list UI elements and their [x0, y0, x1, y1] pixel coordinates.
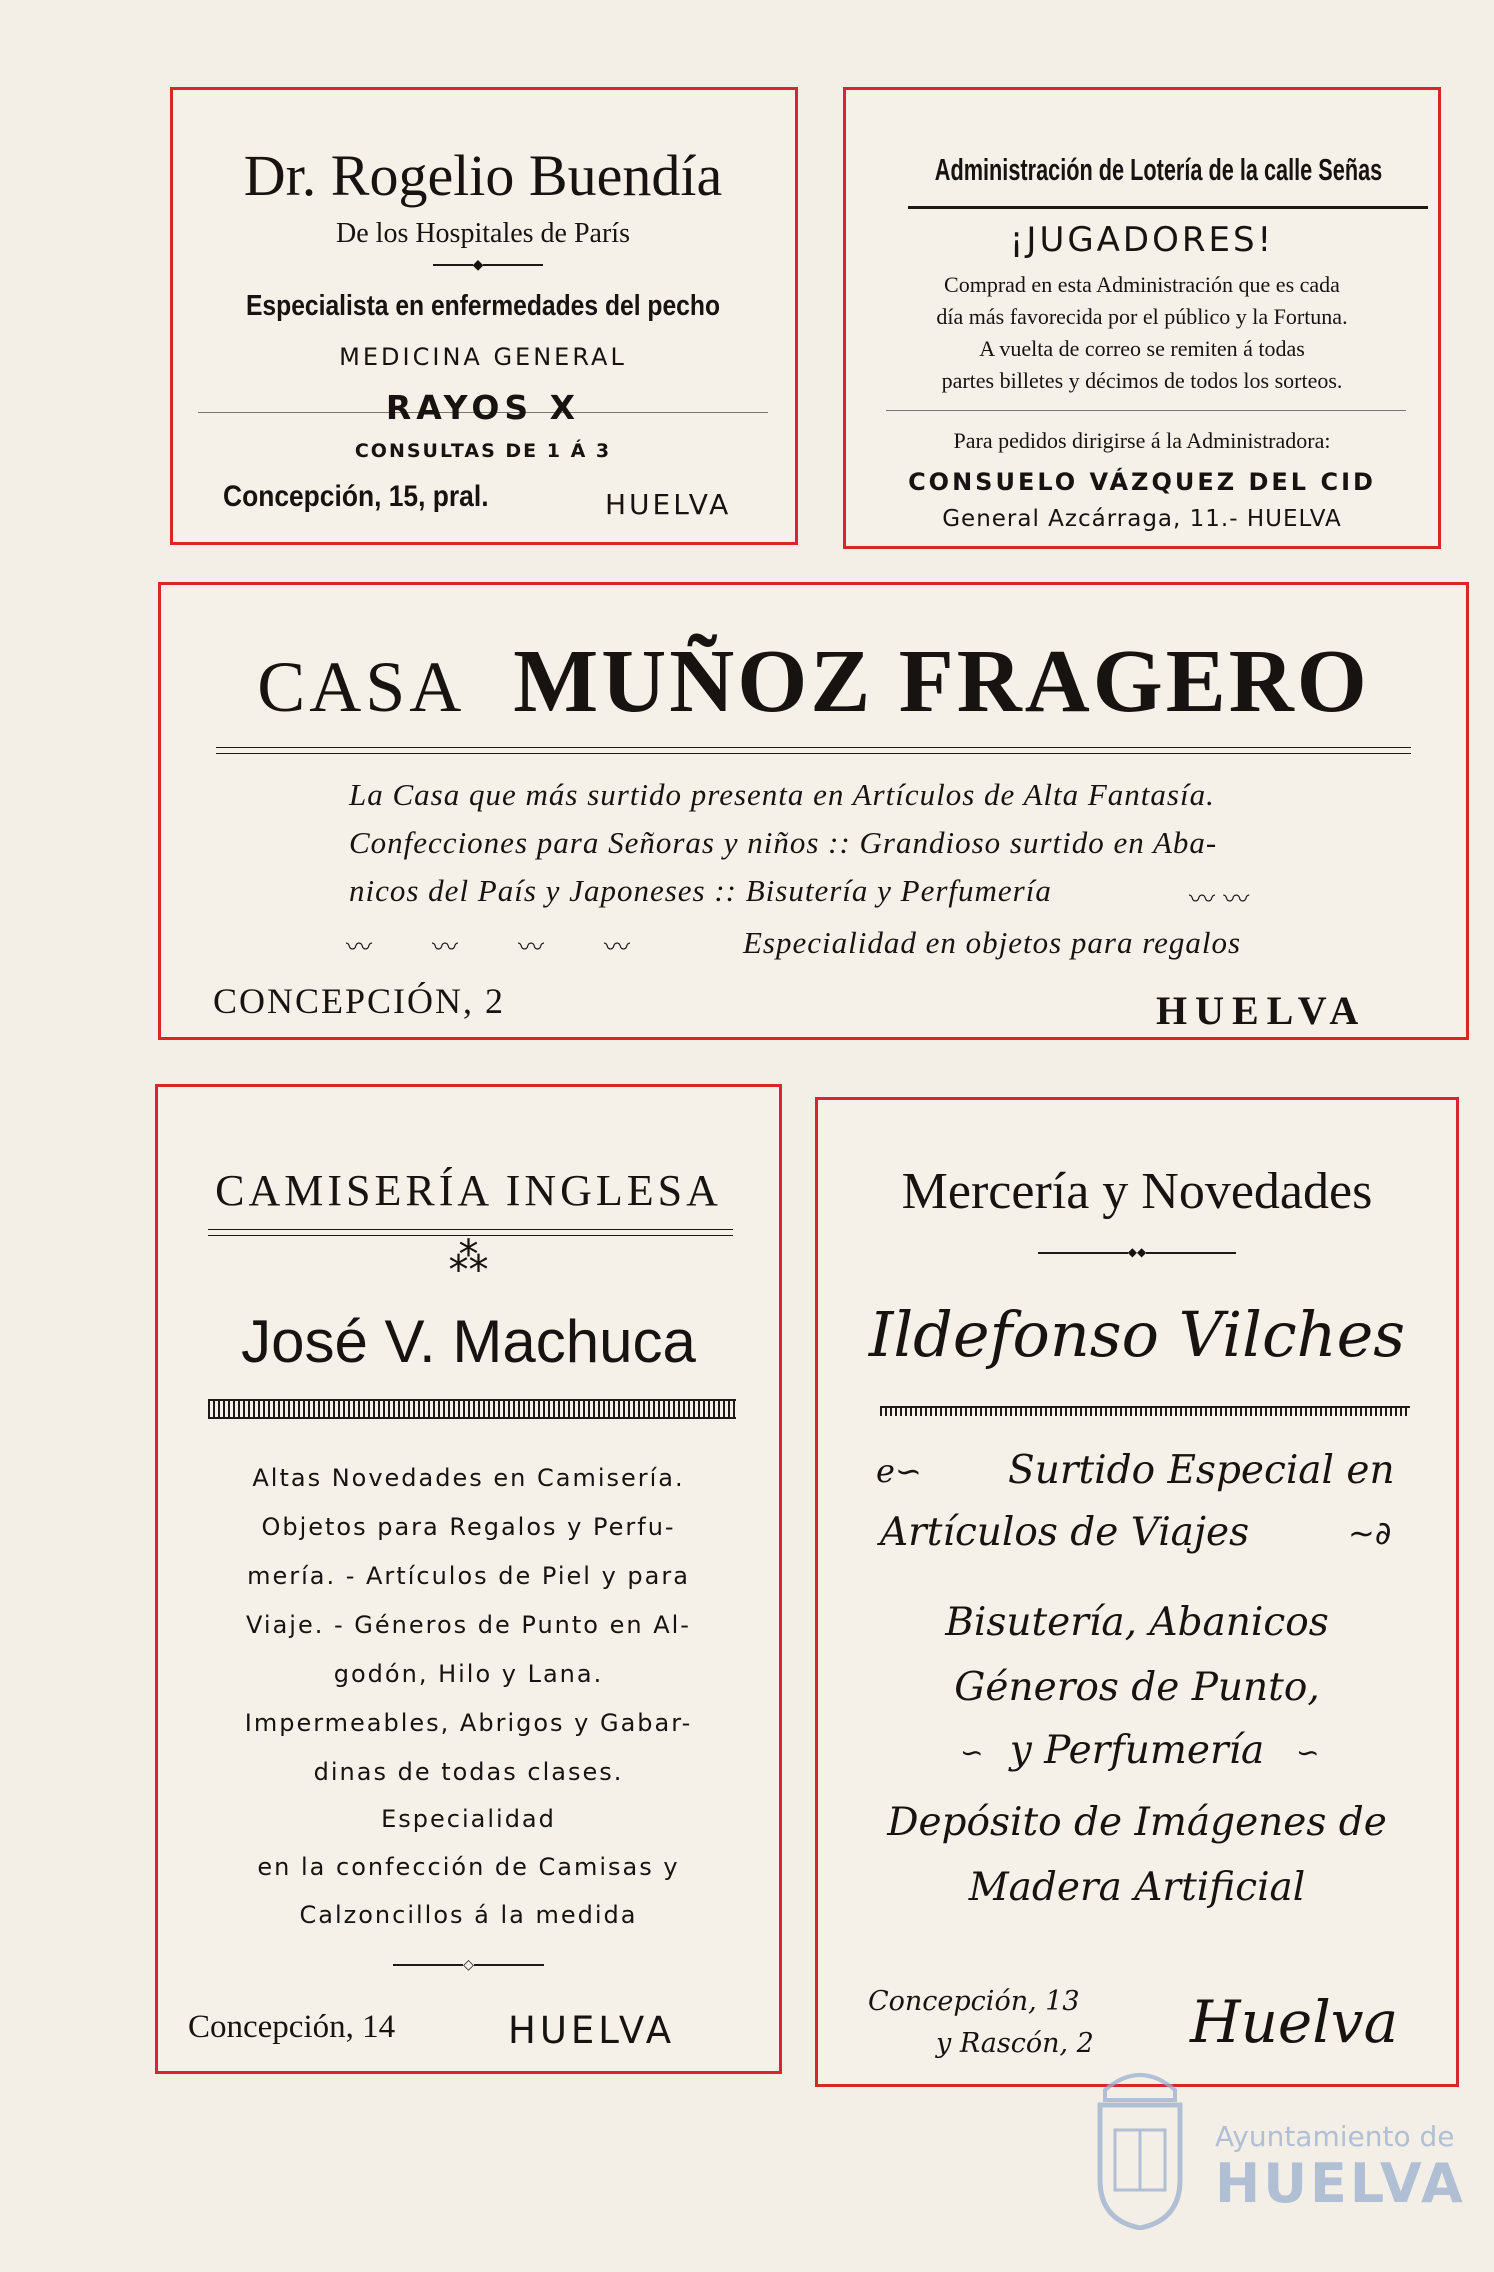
flourish-small-left-icon: ∽	[960, 1736, 984, 1769]
camiseria-body-9: en la confección de Camisas y	[257, 1853, 680, 1881]
merceria-owner: Ildefonso Vilches	[868, 1298, 1406, 1371]
lottery-address: General Azcárraga, 11.- HUELVA	[942, 506, 1342, 532]
casa-title	[161, 630, 1466, 733]
camiseria-body-8: Especialidad	[381, 1805, 556, 1833]
doctor-name: Dr. Rogelio Buendía	[243, 143, 723, 208]
camiseria-body-1: Altas Novedades en Camisería.	[252, 1464, 685, 1492]
coat-of-arms-icon	[1085, 2060, 1195, 2230]
lottery-body-1: Comprad en esta Administración que es cada	[944, 272, 1340, 297]
doctor-rays: RAYOS X	[385, 388, 581, 427]
casa-city: HUELVA	[1156, 988, 1367, 1033]
lottery-body-3: A vuelta de correo se remiten á todas	[979, 336, 1305, 361]
fan-ornament-icon: ⁂	[448, 1235, 489, 1281]
merceria-address-2: y Rascón, 2	[936, 2028, 1094, 2059]
camiseria-shop: CAMISERÍA INGLESA	[215, 1166, 722, 1215]
casa-body-3: nicos del País y Japoneses :: Bisutería y Perfumería	[349, 873, 1052, 908]
camiseria-body-4: Viaje. - Géneros de Punto en Al-	[246, 1611, 691, 1639]
lottery-owner: CONSUELO VÁZQUEZ DEL CID	[908, 468, 1376, 496]
casa-title-casa: CASA	[257, 647, 466, 727]
camiseria-body-7: dinas de todas clases.	[313, 1758, 624, 1786]
shop-underline	[208, 1229, 733, 1230]
merceria-body-6: Depósito de Imágenes de	[887, 1800, 1387, 1845]
title-underline-2	[216, 753, 1411, 754]
doctor-medicine: MEDICINA GENERAL	[339, 343, 627, 371]
merceria-body-7: Madera Artificial	[968, 1865, 1306, 1910]
header-underline	[908, 206, 1428, 209]
lottery-header: Administración de Lotería de la calle Señas	[934, 152, 1383, 187]
lottery-orders: Para pedidos dirigirse á la Administradora:	[953, 428, 1331, 453]
ornament-divider: ◇	[158, 1957, 779, 1973]
camiseria-address: Concepción, 14	[188, 2009, 396, 2045]
lottery-body-4: partes billetes y décimos de todos los sorteos.	[941, 368, 1343, 393]
doctor-specialty: Especialista en enfermedades del pecho	[245, 290, 721, 322]
flourish-left-icon: ℯ∽	[876, 1452, 922, 1490]
doctor-hours: CONSULTAS DE 1 Á 3	[354, 440, 612, 462]
merceria-body-1: Surtido Especial en	[1008, 1448, 1395, 1493]
ornament-row-icon: 〰〰〰〰	[346, 933, 691, 963]
lottery-title: ¡JUGADORES!	[1009, 220, 1275, 260]
watermark-line2: HUELVA	[1215, 2152, 1466, 2215]
ornament-icon: 〰 〰	[1189, 885, 1250, 915]
camiseria-owner: José V. Machuca	[241, 1308, 696, 1375]
divider-line	[886, 410, 1406, 411]
camiseria-body-2: Objetos para Regalos y Perfu-	[261, 1513, 676, 1541]
flourish-small-right-icon: ∽	[1296, 1736, 1320, 1769]
ad-doctor	[170, 87, 798, 545]
casa-body-4: Especialidad en objetos para regalos	[743, 925, 1242, 960]
casa-body-2: Confecciones para Señoras y niños :: Grandioso surtido en Aba-	[349, 825, 1218, 860]
lottery-body-2: día más favorecida por el público y la Fortuna.	[936, 304, 1348, 329]
casa-title-name: MUÑOZ FRAGERO	[513, 632, 1370, 731]
merceria-title: Mercería y Novedades	[901, 1163, 1373, 1220]
camiseria-body-10: Calzoncillos á la medida	[299, 1901, 638, 1929]
ad-casa-munoz	[158, 582, 1469, 1040]
merceria-body-2: Artículos de Viajes	[880, 1510, 1250, 1555]
camiseria-city: HUELVA	[508, 2009, 676, 2052]
doctor-city: HUELVA	[605, 488, 732, 521]
hatched-divider	[880, 1406, 1410, 1416]
ad-lottery	[843, 87, 1441, 549]
merceria-body-5: y Perfumería	[1009, 1728, 1265, 1773]
camiseria-body-3: mería. - Artículos de Piel y para	[247, 1562, 690, 1590]
flourish-right-icon: ∼∂	[1348, 1514, 1392, 1552]
doctor-subtitle: De los Hospitales de París	[336, 218, 630, 249]
watermark	[1085, 2060, 1465, 2230]
merceria-city: Huelva	[1190, 1988, 1399, 2056]
merceria-body-3: Bisutería, Abanicos	[945, 1600, 1329, 1645]
ad-merceria	[815, 1097, 1459, 2087]
hatched-divider	[208, 1399, 736, 1419]
merceria-address-1: Concepción, 13	[868, 1986, 1080, 2017]
camiseria-body-6: Impermeables, Abrigos y Gabar-	[244, 1709, 693, 1737]
ornament-divider: ◆	[423, 257, 553, 273]
title-underline	[216, 747, 1411, 748]
merceria-body-4: Géneros de Punto,	[954, 1665, 1320, 1710]
doctor-address: Concepción, 15, pral.	[223, 480, 489, 513]
watermark-line1: Ayuntamiento de	[1215, 2120, 1455, 2153]
casa-address: CONCEPCIÓN, 2	[213, 981, 506, 1021]
ornament-divider: ◆◆	[818, 1245, 1456, 1259]
casa-body-1: La Casa que más surtido presenta en Artículos de Alta Fantasía.	[349, 777, 1215, 812]
camiseria-body-5: godón, Hilo y Lana.	[333, 1660, 604, 1688]
ad-camiseria	[155, 1084, 782, 2074]
